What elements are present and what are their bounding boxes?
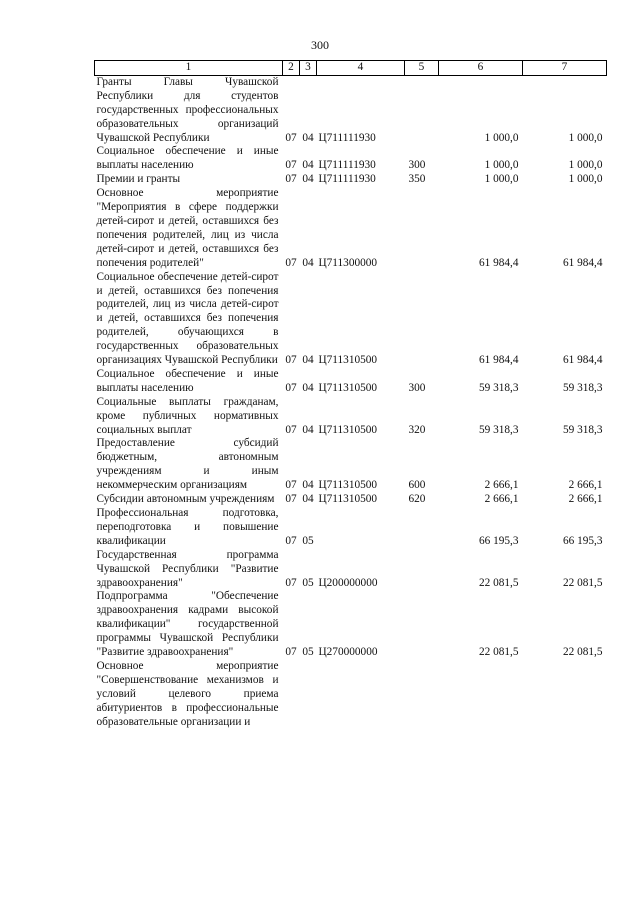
- table-row: [95, 507, 607, 549]
- target-article-code: Ц711310500: [318, 493, 378, 506]
- amount-year-2: 2 666,1: [568, 479, 603, 492]
- row-name: Социальное обеспечение и иные выплаты населению: [96, 367, 279, 394]
- target-article-code: Ц711111930: [318, 173, 376, 186]
- table-row: [95, 437, 607, 493]
- section-code: 07: [285, 354, 297, 367]
- row-name: Гранты Главы Чувашской Республики для студентов государственных профессиональных образовательных организаций Чувашской Республики: [96, 75, 279, 144]
- amount-year-2: [523, 660, 607, 730]
- subsection-code: 04: [302, 173, 314, 186]
- row-name: Государственная программа Чувашской Республики "Развитие здравоохранения": [96, 548, 279, 589]
- amount-year-2: 22 081,5: [562, 576, 603, 589]
- subsection-code: [300, 660, 317, 730]
- amount-year-1: 1 000,0: [484, 159, 519, 172]
- expense-type-code: [405, 660, 439, 730]
- subsection-code: 05: [302, 576, 314, 589]
- column-header: 5: [405, 61, 439, 76]
- expense-type-code: [405, 271, 439, 368]
- table-row: [95, 145, 607, 173]
- subsection-code: 04: [302, 256, 314, 269]
- page-number: 300: [311, 38, 329, 52]
- section-code: 07: [285, 493, 297, 506]
- section-code: 07: [285, 159, 297, 172]
- section-code: 07: [285, 173, 297, 186]
- expense-type-code: [405, 75, 439, 145]
- target-article-code: Ц200000000: [318, 576, 378, 589]
- target-article-code: Ц711310500: [318, 479, 378, 492]
- amount-year-1: 22 081,5: [478, 646, 519, 659]
- expense-type-code: [405, 187, 439, 270]
- table-row: [95, 173, 607, 187]
- table-row: [95, 493, 607, 507]
- amount-year-2: 66 195,3: [562, 534, 603, 547]
- subsection-code: 04: [302, 354, 314, 367]
- row-name: Основное мероприятие "Мероприятия в сфере поддержки детей-сирот и детей, оставшихся без попечения родителей, лиц из числа детей-сирот и детей, оставшихся без попечения родителей": [96, 187, 279, 269]
- amount-year-2: 1 000,0: [568, 159, 603, 172]
- row-name: Подпрограмма "Обеспечение здравоохранения кадрами высокой квалификации" государственной программы Чувашской Республики "Развитие здравоохранения": [96, 590, 279, 659]
- subsection-code: 04: [302, 159, 314, 172]
- amount-year-1: 66 195,3: [478, 534, 519, 547]
- section-code: 07: [285, 381, 297, 394]
- target-article-code: Ц711300000: [318, 256, 378, 269]
- subsection-code: 04: [302, 381, 314, 394]
- section-code: [283, 660, 300, 730]
- amount-year-1: 59 318,3: [478, 381, 519, 394]
- expense-type-code: [405, 507, 439, 549]
- row-name: Основное мероприятие "Совершенствование механизмов и условий целевого приема абитуриентов в профессиональные образовательные организации и: [96, 659, 279, 728]
- target-article-code: [317, 660, 405, 730]
- section-code: 07: [285, 576, 297, 589]
- amount-year-1: 2 666,1: [484, 493, 519, 506]
- amount-year-1: 2 666,1: [484, 479, 519, 492]
- budget-table: [94, 60, 607, 730]
- column-header: 4: [317, 61, 405, 76]
- expense-type-code: [405, 590, 439, 660]
- target-article-code: Ц270000000: [318, 646, 378, 659]
- table-row: [95, 368, 607, 396]
- target-article-code: Ц711310500: [318, 381, 378, 394]
- row-name: Социальные выплаты гражданам, кроме публичных нормативных социальных выплат: [96, 395, 279, 436]
- subsection-code: 04: [302, 423, 314, 436]
- subsection-code: 04: [302, 479, 314, 492]
- table-row: [95, 660, 607, 730]
- amount-year-1: [439, 660, 523, 730]
- table-row: [95, 187, 607, 270]
- table-row: [95, 396, 607, 438]
- amount-year-1: 1 000,0: [484, 131, 519, 144]
- amount-year-2: 1 000,0: [568, 131, 603, 144]
- amount-year-2: 1 000,0: [568, 173, 603, 186]
- amount-year-2: 59 318,3: [562, 381, 603, 394]
- subsection-code: 04: [302, 131, 314, 144]
- amount-year-2: 2 666,1: [568, 493, 603, 506]
- row-name: Премии и гранты: [96, 173, 181, 186]
- amount-year-2: 59 318,3: [562, 423, 603, 436]
- table-row: [95, 271, 607, 368]
- amount-year-1: 59 318,3: [478, 423, 519, 436]
- amount-year-1: 61 984,4: [478, 256, 519, 269]
- amount-year-2: 22 081,5: [562, 646, 603, 659]
- subsection-code: 05: [302, 646, 314, 659]
- amount-year-1: 61 984,4: [478, 354, 519, 367]
- section-code: 07: [285, 131, 297, 144]
- column-header: 7: [523, 61, 607, 76]
- amount-year-2: 61 984,4: [562, 256, 603, 269]
- subsection-code: 04: [302, 493, 314, 506]
- target-article-code: Ц711111930: [318, 131, 376, 144]
- target-article-code: Ц711310500: [318, 423, 378, 436]
- section-code: 07: [285, 646, 297, 659]
- expense-type-code: 300: [408, 159, 426, 172]
- column-header: 2: [283, 61, 300, 76]
- amount-year-2: 61 984,4: [562, 354, 603, 367]
- section-code: 07: [285, 479, 297, 492]
- section-code: 07: [285, 534, 297, 547]
- expense-type-code: 600: [408, 479, 426, 492]
- row-name: Субсидии автономным учреждениям: [96, 493, 275, 506]
- expense-type-code: 620: [408, 493, 426, 506]
- expense-type-code: 320: [408, 423, 426, 436]
- column-header: 1: [95, 61, 283, 76]
- section-code: 07: [285, 256, 297, 269]
- table-row: [95, 549, 607, 591]
- row-name: Профессиональная подготовка, переподготовка и повышение квалификации: [96, 507, 279, 547]
- expense-type-code: [405, 549, 439, 591]
- section-code: 07: [285, 423, 297, 436]
- expense-type-code: 350: [408, 173, 426, 186]
- amount-year-1: 22 081,5: [478, 576, 519, 589]
- column-header: 3: [300, 61, 317, 76]
- subsection-code: 05: [302, 534, 314, 547]
- row-name: Социальное обеспечение и иные выплаты населению: [96, 145, 279, 172]
- row-name: Социальное обеспечение детей-сирот и детей, оставшихся без попечения родителей, лиц из числа детей-сирот и детей, оставшихся без попечения родителей, обучающихся в государственных образовательных организациях Чувашской Республики: [96, 270, 279, 367]
- table-row: [95, 75, 607, 145]
- column-header: 6: [439, 61, 523, 76]
- table-header-row: [95, 61, 607, 76]
- table-row: [95, 590, 607, 660]
- expense-type-code: 300: [408, 381, 426, 394]
- target-article-code: Ц711111930: [318, 159, 376, 172]
- amount-year-1: 1 000,0: [484, 173, 519, 186]
- target-article-code: [317, 507, 405, 549]
- row-name: Предоставление субсидий бюджетным, автономным учреждениям и иным некоммерческим организациям: [96, 437, 279, 492]
- target-article-code: Ц711310500: [318, 354, 378, 367]
